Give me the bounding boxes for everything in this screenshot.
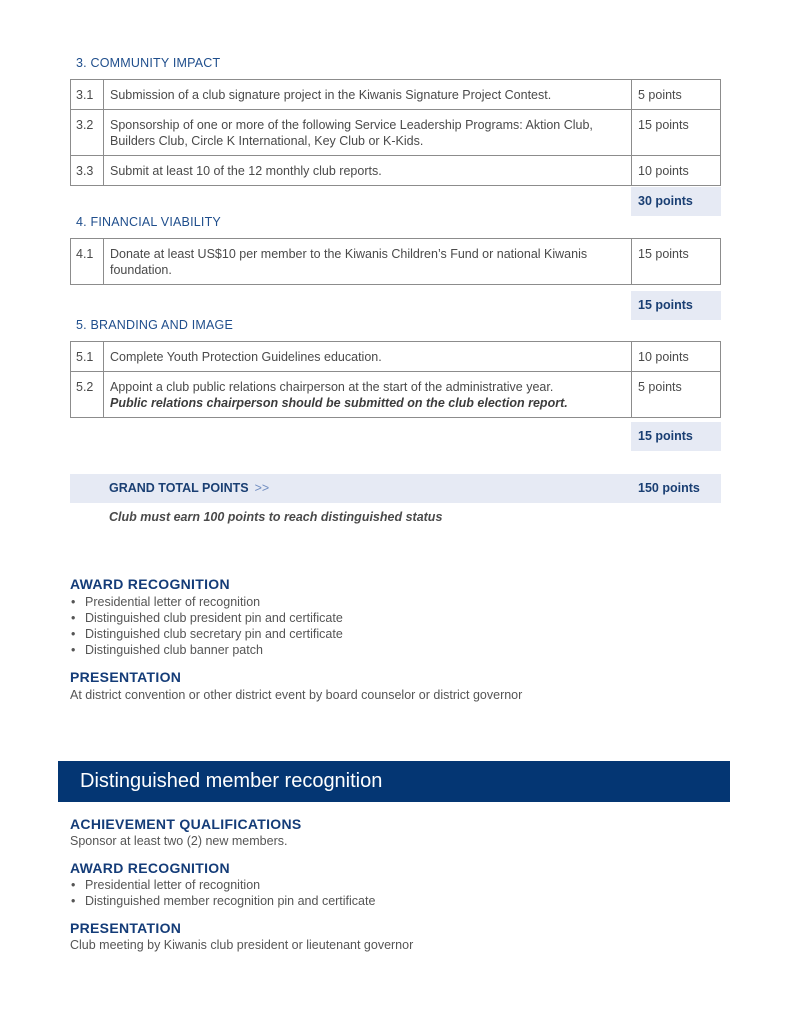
list-item-text: Distinguished member recognition pin and certificate xyxy=(85,894,376,908)
club-award-list xyxy=(70,594,343,658)
list-item xyxy=(70,626,343,642)
criterion-text: Complete Youth Protection Guidelines education. xyxy=(104,342,632,372)
subtotal-branding-image: 15 points xyxy=(631,422,721,451)
member-recognition-banner: Distinguished member recognition xyxy=(58,761,730,802)
section-heading-community-impact: 3. COMMUNITY IMPACT xyxy=(76,56,221,70)
criterion-text: Submit at least 10 of the 12 monthly club reports. xyxy=(104,156,632,186)
criterion-number: 3.2 xyxy=(71,110,104,156)
table-row xyxy=(71,110,721,156)
criterion-text: Sponsorship of one or more of the following Service Leadership Programs: Aktion Club, Builders Club, Circle K International, Key Club or K-Kids. xyxy=(104,110,632,156)
bullet-icon: • xyxy=(71,894,76,908)
criterion-points: 15 points xyxy=(632,239,721,285)
list-item-text: Presidential letter of recognition xyxy=(85,878,261,892)
criterion-number: 5.2 xyxy=(71,372,104,418)
table-row xyxy=(71,239,721,285)
member-presentation-text: Club meeting by Kiwanis club president or lieutenant governor xyxy=(70,938,414,952)
subtotal-community-impact: 30 points xyxy=(631,187,721,216)
club-presentation-heading: PRESENTATION xyxy=(70,669,182,685)
requirement-note: Club must earn 100 points to reach distinguished status xyxy=(109,510,443,524)
criterion-number: 3.1 xyxy=(71,80,104,110)
criterion-points: 5 points xyxy=(632,372,721,418)
table-row xyxy=(71,156,721,186)
member-qualifications-heading: ACHIEVEMENT QUALIFICATIONS xyxy=(70,816,302,832)
list-item-text: Presidential letter of recognition xyxy=(85,595,261,609)
list-item-text: Distinguished club secretary pin and certificate xyxy=(85,627,343,641)
criterion-number: 5.1 xyxy=(71,342,104,372)
bullet-icon: • xyxy=(71,878,76,892)
criterion-number: 3.3 xyxy=(71,156,104,186)
bullet-icon: • xyxy=(71,595,76,609)
member-award-list xyxy=(70,877,375,909)
section-heading-branding-image: 5. BRANDING AND IMAGE xyxy=(76,318,234,332)
club-award-heading: AWARD RECOGNITION xyxy=(70,576,230,592)
member-award-heading: AWARD RECOGNITION xyxy=(70,860,230,876)
list-item xyxy=(70,594,343,610)
branding-image-table xyxy=(70,341,721,418)
financial-viability-table xyxy=(70,238,721,285)
table-row xyxy=(71,372,721,418)
table-row xyxy=(71,80,721,110)
bullet-icon: • xyxy=(71,643,76,657)
criterion-points: 10 points xyxy=(632,156,721,186)
criterion-main-text: Appoint a club public relations chairperson at the start of the administrative year. xyxy=(110,380,554,394)
member-qualifications-text: Sponsor at least two (2) new members. xyxy=(70,834,288,848)
list-item-text: Distinguished club president pin and certificate xyxy=(85,611,343,625)
community-impact-table xyxy=(70,79,721,186)
criterion-points: 5 points xyxy=(632,80,721,110)
criterion-text: Donate at least US$10 per member to the Kiwanis Children’s Fund or national Kiwanis foundation. xyxy=(104,239,632,285)
list-item xyxy=(70,610,343,626)
grand-total-bar xyxy=(70,474,721,503)
bullet-icon: • xyxy=(71,611,76,625)
member-presentation-heading: PRESENTATION xyxy=(70,920,182,936)
grand-total-value: 150 points xyxy=(638,481,700,495)
club-presentation-text: At district convention or other district event by board counselor or district governor xyxy=(70,688,523,702)
list-item xyxy=(70,877,375,893)
section-heading-financial-viability: 4. FINANCIAL VIABILITY xyxy=(76,215,221,229)
grand-total-label-text: GRAND TOTAL POINTS xyxy=(109,481,249,495)
criterion-points: 15 points xyxy=(632,110,721,156)
criterion-points: 10 points xyxy=(632,342,721,372)
criterion-text: Submission of a club signature project in the Kiwanis Signature Project Contest. xyxy=(104,80,632,110)
criterion-text xyxy=(104,372,632,418)
list-item-text: Distinguished club banner patch xyxy=(85,643,263,657)
criterion-note: Public relations chairperson should be submitted on the club election report. xyxy=(110,396,568,410)
bullet-icon: • xyxy=(71,627,76,641)
double-chevron-right-icon: >> xyxy=(254,481,270,495)
criterion-number: 4.1 xyxy=(71,239,104,285)
list-item xyxy=(70,893,375,909)
list-item xyxy=(70,642,343,658)
grand-total-label xyxy=(109,474,269,503)
table-row xyxy=(71,342,721,372)
subtotal-financial-viability: 15 points xyxy=(631,291,721,320)
